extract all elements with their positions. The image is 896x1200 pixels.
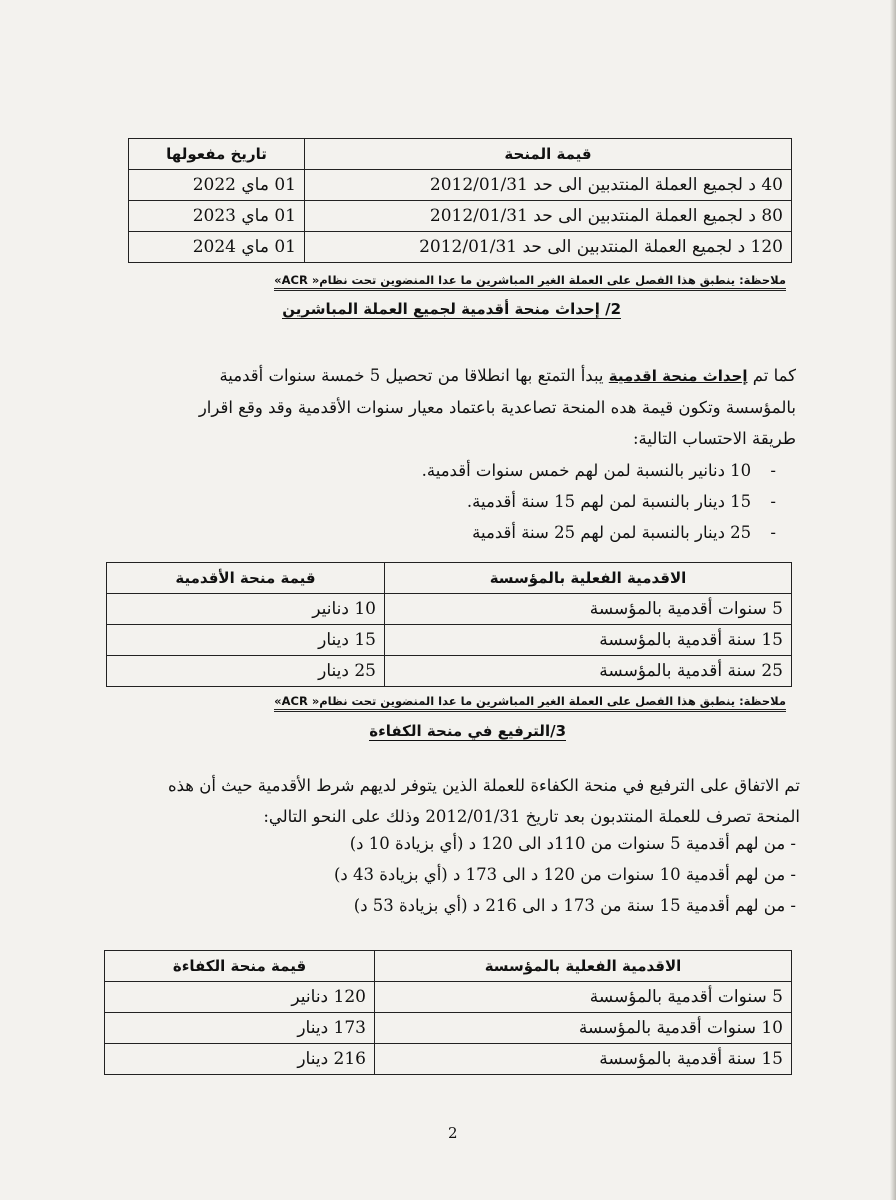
list-item: - 25 دينار بالنسبة لمن لهم 25 سنة أقدمية (422, 517, 776, 548)
table-cell: 40 د لجميع العملة المنتدبين الى حد 2012/01/31 (305, 170, 792, 201)
page-number: 2 (448, 1124, 458, 1142)
section-heading: 2/ إحداث منحة أقدمية لجميع العملة المباشرين (282, 300, 621, 318)
table-cell: 216 دينار (105, 1044, 375, 1075)
emphasized-text: إحداث منحة اقدمية (608, 367, 748, 385)
table-cell: 25 دينار (107, 656, 385, 687)
list-item: - 10 دنانير بالنسبة لمن لهم خمس سنوات أقدمية. (422, 455, 776, 486)
table-cell: 01 ماي 2024 (129, 232, 305, 263)
table-cell: 120 دنانير (105, 982, 375, 1013)
competence-grant-table (104, 950, 792, 1075)
table-header-cell: الاقدمية الفعلية بالمؤسسة (385, 563, 792, 594)
text-fragment: يبدأ التمتع بها انطلاقا من تحصيل 5 خمسة سنوات أقدمية (219, 366, 609, 385)
bullet-list (422, 455, 776, 548)
table-row (105, 1044, 792, 1075)
paragraph (60, 770, 800, 832)
table-row (107, 594, 792, 625)
note-text: ملاحظة: ينطبق هذا الفصل على العملة الغير المباشرين ما عدا المنضوين تحت نظام« ACR» (274, 273, 786, 291)
table-cell: 10 دنانير (107, 594, 385, 625)
seniority-grant-table (106, 562, 792, 687)
table-header-cell: تاريخ مفعولها (129, 139, 305, 170)
table-header-cell: قيمة المنحة (305, 139, 792, 170)
paragraph-line: طريقة الاحتساب التالية: (633, 429, 796, 448)
table-row (105, 982, 792, 1013)
list-item: - 15 دينار بالنسبة لمن لهم 15 سنة أقدمية. (422, 486, 776, 517)
table-row (129, 170, 792, 201)
table-row (105, 1013, 792, 1044)
table-cell: 01 ماي 2023 (129, 201, 305, 232)
table-cell: 15 سنة أقدمية بالمؤسسة (375, 1044, 792, 1075)
table-cell: 10 سنوات أقدمية بالمؤسسة (375, 1013, 792, 1044)
section-heading: 3/الترفيع في منحة الكفاءة (369, 722, 566, 740)
bullet-list (334, 828, 796, 921)
table-header-cell: الاقدمية الفعلية بالمؤسسة (375, 951, 792, 982)
list-item: - من لهم أقدمية 15 سنة من 173 د الى 216 د (أي بزيادة 53 د) (334, 890, 796, 921)
table-cell: 01 ماي 2022 (129, 170, 305, 201)
table-row (107, 656, 792, 687)
table-header-row (129, 139, 792, 170)
table-header-cell: قيمة منحة الكفاءة (105, 951, 375, 982)
table-cell: 15 سنة أقدمية بالمؤسسة (385, 625, 792, 656)
paragraph-line: تم الاتفاق على الترفيع في منحة الكفاءة للعملة الذين يتوفر لديهم شرط الأقدمية حيث أن هذه (167, 776, 800, 795)
table-row (107, 625, 792, 656)
table-cell: 5 سنوات أقدمية بالمؤسسة (375, 982, 792, 1013)
table-row (129, 201, 792, 232)
paragraph-line: بالمؤسسة وتكون قيمة هده المنحة تصاعدية باعتماد معيار سنوات الأقدمية وقد وقع اقرار (198, 398, 796, 417)
table-row (129, 232, 792, 263)
table-cell: 15 دينار (107, 625, 385, 656)
list-item: - من لهم أقدمية 5 سنوات من 110د الى 120 د (أي بزيادة 10 د) (334, 828, 796, 859)
table-header-row (107, 563, 792, 594)
table-cell: 25 سنة أقدمية بالمؤسسة (385, 656, 792, 687)
table-header-row (105, 951, 792, 982)
paragraph-line: المنحة تصرف للعملة المنتدبون بعد تاريخ 2012/01/31 وذلك على النحو التالي: (263, 807, 800, 826)
table-header-cell: قيمة منحة الأقدمية (107, 563, 385, 594)
page-edge-shadow (890, 0, 896, 1200)
table-cell: 120 د لجميع العملة المنتدبين الى حد 2012/01/31 (305, 232, 792, 263)
table-cell: 80 د لجميع العملة المنتدبين الى حد 2012/01/31 (305, 201, 792, 232)
text-fragment: كما تم (747, 366, 796, 385)
list-item: - من لهم أقدمية 10 سنوات من 120 د الى 173 د (أي بزيادة 43 د) (334, 859, 796, 890)
note-text: ملاحظة: ينطبق هذا الفصل على العملة الغير المباشرين ما عدا المنضوين تحت نظام« ACR» (274, 694, 786, 712)
table-cell: 173 دينار (105, 1013, 375, 1044)
paragraph (86, 360, 796, 454)
paragraph-line (86, 360, 796, 392)
grant-value-table (128, 138, 792, 263)
table-cell: 5 سنوات أقدمية بالمؤسسة (385, 594, 792, 625)
